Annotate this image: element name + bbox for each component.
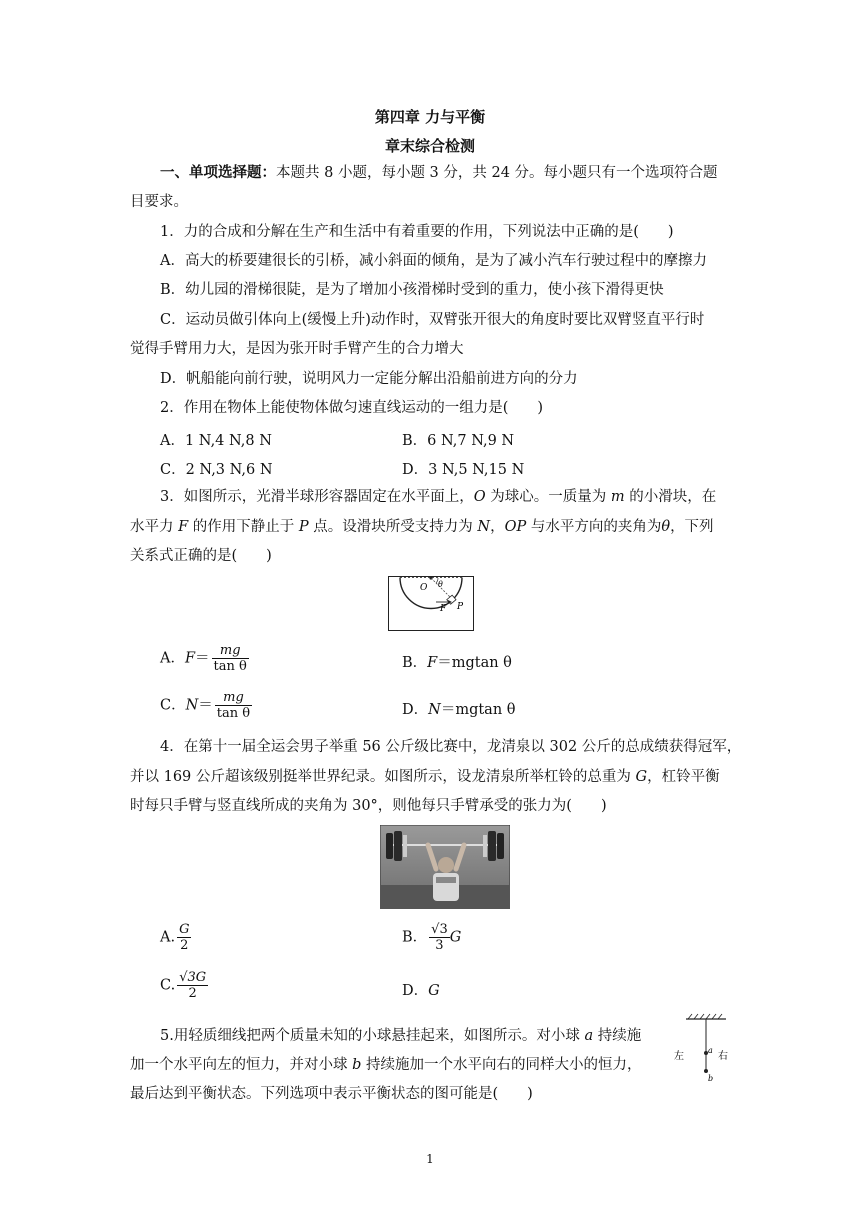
q5-text: 加一个水平向左的恒力，并对小球 — [130, 1057, 353, 1073]
q1-option-b: B．幼儿园的滑梯很陡，是为了增加小孩滑梯时受到的重力，使小孩下滑得更快 — [160, 282, 664, 298]
fraction-numerator: mg — [212, 643, 249, 659]
q2-stem: 2．作用在物体上能使物体做匀速直线运动的一组力是( ) — [160, 400, 544, 416]
section-description-cont: 目要求。 — [130, 194, 188, 210]
fraction-numerator: mg — [215, 690, 252, 706]
option-var: N — [185, 697, 199, 714]
q2-option-d: D．3 N,5 N,15 N — [402, 462, 525, 478]
q3-option-a — [160, 643, 249, 674]
q3-text: 的作用下静止于 — [188, 519, 299, 535]
q3-text: 的小滑块，在 — [624, 489, 717, 505]
q3-line-2 — [130, 517, 730, 537]
q5-var-b: b — [352, 1057, 362, 1073]
section-heading: 一、单项选择题： — [160, 165, 276, 181]
q5-line-1 — [160, 1026, 660, 1046]
figure-label-theta: θ — [438, 580, 443, 589]
option-letter: C． — [160, 697, 186, 714]
fraction — [215, 690, 252, 721]
q3-text: 3．如图所示，光滑半球形容器固定在水平面上， — [160, 489, 474, 505]
figure-label-b: b — [708, 1074, 714, 1083]
q4-line-2 — [130, 767, 730, 787]
option-letter: A. — [160, 929, 176, 946]
option-letter: D． — [402, 702, 429, 718]
option-var: N — [428, 702, 441, 718]
option-letter: B． — [402, 655, 428, 671]
section-heading-line — [160, 163, 760, 183]
fraction-numerator: √3G — [179, 970, 207, 985]
option-var: G — [428, 983, 440, 999]
fraction — [177, 970, 208, 1001]
fraction — [429, 922, 450, 953]
q3-text: 水平力 — [130, 519, 179, 535]
fraction — [177, 922, 191, 953]
q3-text: ，下列 — [670, 519, 714, 535]
q3-text: ， — [490, 519, 505, 535]
q4-text: ，杠铃平衡 — [647, 769, 720, 785]
q3-option-b — [402, 651, 512, 672]
fraction-numerator: √3 — [431, 922, 448, 937]
option-letter: A． — [160, 650, 185, 667]
q2-option-a: A．1 N,4 N,8 N — [160, 433, 272, 449]
q3-text: 与水平方向的夹角为 — [526, 519, 662, 535]
q4-var-g: G — [635, 769, 648, 785]
option-var: F — [427, 655, 438, 671]
figure-label-a: a — [708, 1046, 713, 1055]
hemisphere-bowl-figure — [388, 576, 474, 632]
q3-option-c — [160, 690, 252, 721]
q4-option-c — [160, 970, 208, 1001]
option-text: ＝mgtan θ — [440, 702, 516, 718]
q4-option-a — [160, 922, 191, 953]
weightlifter-photo — [380, 825, 510, 909]
q3-var-n: N — [477, 519, 491, 535]
q5-line-3: 最后达到平衡状态。下列选项中表示平衡状态的图可能是( ) — [130, 1086, 533, 1102]
q3-option-d — [402, 698, 516, 719]
q4-line-3: 时每只手臂与竖直线所成的夹角为 30°，则他每只手臂承受的张力为( ) — [130, 798, 607, 814]
fraction — [212, 643, 249, 674]
option-letter: B． — [402, 929, 428, 946]
figure-label-o: O — [420, 583, 428, 593]
q1-option-d: D．帆船能向前行驶，说明风力一定能分解出沿船前进方向的分力 — [160, 371, 578, 387]
option-letter: D． — [402, 983, 429, 999]
q4-option-b — [402, 922, 461, 953]
figure-label-p: P — [457, 602, 464, 612]
option-text: ＝mgtan θ — [437, 655, 512, 671]
q3-var-p: P — [298, 519, 309, 535]
q3-line-3: 关系式正确的是( ) — [130, 548, 272, 564]
fraction-denominator: 2 — [188, 986, 197, 1001]
q3-var-theta: θ — [661, 519, 671, 535]
fraction-denominator: 3 — [435, 938, 444, 953]
q4-option-d — [402, 979, 440, 1000]
q3-var-o: O — [473, 489, 486, 505]
figure-label-left: 左 — [674, 1051, 684, 1062]
q3-text: 点。设滑块所受支持力为 — [308, 519, 478, 535]
option-var: F — [184, 650, 196, 667]
q1-stem: 1．力的合成和分解在生产和生活中有着重要的作用，下列说法中正确的是( ) — [160, 224, 674, 240]
q5-text: 持续施加一个水平向右的同样大小的恒力， — [361, 1057, 642, 1073]
q4-text: 并以 169 公斤超该级别挺举世界纪录。如图所示，设龙清泉所举杠铃的总重为 — [130, 769, 636, 785]
q5-line-2 — [130, 1055, 660, 1075]
chapter-title: 第四章 力与平衡 — [374, 108, 486, 126]
q5-var-a: a — [584, 1028, 594, 1044]
option-eq: ＝ — [198, 697, 213, 714]
q5-text: 持续施 — [593, 1028, 642, 1044]
q2-option-c: C．2 N,3 N,6 N — [160, 462, 273, 478]
section-subtitle: 章末综合检测 — [384, 137, 475, 155]
q3-var-m: m — [610, 489, 625, 505]
q3-text: 为球心。一质量为 — [485, 489, 611, 505]
q3-line-1 — [160, 487, 760, 507]
page-number: 1 — [426, 1152, 434, 1166]
q1-option-c-cont: 觉得手臂用力大，是因为张开时手臂产生的合力增大 — [130, 341, 464, 357]
q2-option-b: B．6 N,7 N,9 N — [402, 433, 515, 449]
option-letter: C. — [160, 977, 176, 994]
q3-var-op: OP — [504, 519, 527, 535]
q4-line-1: 4．在第十一届全运会男子举重 56 公斤级比赛中，龙清泉以 302 公斤的总成绩获得冠军， — [160, 739, 742, 755]
fraction-denominator: 2 — [180, 938, 189, 953]
fraction-denominator: tan θ — [216, 706, 251, 721]
section-description: 本题共 8 小题，每小题 3 分，共 24 分。每小题只有一个选项符合题 — [276, 165, 718, 181]
option-var: G — [449, 929, 462, 946]
figure-label-f: F — [440, 604, 447, 614]
q1-option-a: A．高大的桥要建很长的引桥，减小斜面的倾角，是为了减小汽车行驶过程中的摩擦力 — [160, 253, 707, 269]
hanging-balls-figure — [672, 1013, 734, 1089]
q3-var-f: F — [178, 519, 189, 535]
figure-label-right: 右 — [718, 1051, 728, 1062]
fraction-numerator: G — [179, 922, 190, 937]
fraction-denominator: tan θ — [213, 659, 247, 674]
option-eq: ＝ — [195, 650, 210, 667]
q5-text: 5.用轻质细线把两个质量未知的小球悬挂起来，如图所示。对小球 — [160, 1028, 585, 1044]
q1-option-c: C．运动员做引体向上(缓慢上升)动作时，双臂张开很大的角度时要比双臂竖直平行时 — [160, 312, 705, 328]
